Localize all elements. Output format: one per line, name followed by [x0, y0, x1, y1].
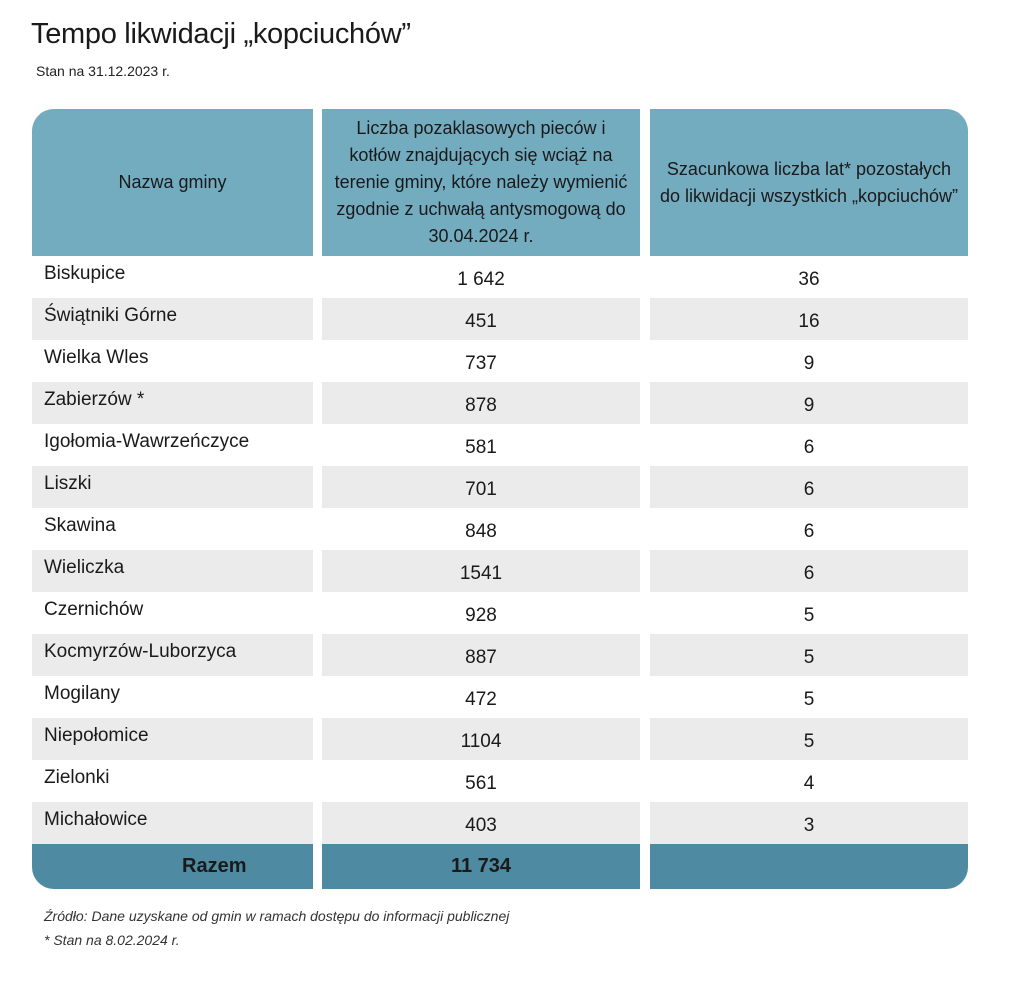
stove-count-cell: 887 [322, 634, 640, 676]
table-row [32, 634, 968, 676]
header-years-left: Szacunkowa liczba lat* pozostałych do likwidacji wszystkich „kopciuchów” [650, 109, 968, 256]
years-left-cell: 9 [650, 382, 968, 424]
table-row [32, 382, 968, 424]
source-note: Źródło: Dane uzyskane od gmin w ramach dostępu do informacji publicznej [44, 908, 510, 924]
table-row [32, 760, 968, 802]
years-left-cell: 5 [650, 718, 968, 760]
years-left-cell: 4 [650, 760, 968, 802]
data-table [32, 109, 968, 889]
stove-count-cell: 1104 [322, 718, 640, 760]
municipality-cell: Niepołomice [32, 718, 313, 760]
total-row [32, 844, 968, 889]
stove-count-cell: 581 [322, 424, 640, 466]
municipality-cell: Wielka Wles [32, 340, 313, 382]
municipality-cell: Igołomia-Wawrzeńczyce [32, 424, 313, 466]
total-value: 11 734 [322, 844, 640, 889]
total-years [650, 844, 968, 889]
municipality-cell: Czernichów [32, 592, 313, 634]
stove-count-cell: 1541 [322, 550, 640, 592]
table-row [32, 424, 968, 466]
years-left-cell: 6 [650, 550, 968, 592]
municipality-cell: Świątniki Górne [32, 298, 313, 340]
years-left-cell: 6 [650, 424, 968, 466]
total-label: Razem [32, 844, 313, 889]
table-row [32, 592, 968, 634]
stove-count-cell: 701 [322, 466, 640, 508]
stove-count-cell: 1 642 [322, 256, 640, 298]
table-row [32, 550, 968, 592]
table-row [32, 718, 968, 760]
stove-count-cell: 451 [322, 298, 640, 340]
municipality-cell: Mogilany [32, 676, 313, 718]
stove-count-cell: 878 [322, 382, 640, 424]
page-title: Tempo likwidacji „kopciuchów” [31, 18, 411, 50]
municipality-cell: Biskupice [32, 256, 313, 298]
date-footnote: * Stan na 8.02.2024 r. [44, 932, 180, 948]
table-row [32, 256, 968, 298]
stove-count-cell: 561 [322, 760, 640, 802]
municipality-cell: Zielonki [32, 760, 313, 802]
table-row [32, 676, 968, 718]
stove-count-cell: 737 [322, 340, 640, 382]
municipality-cell: Michałowice [32, 802, 313, 844]
municipality-cell: Skawina [32, 508, 313, 550]
table-row [32, 340, 968, 382]
municipality-cell: Liszki [32, 466, 313, 508]
stove-count-cell: 403 [322, 802, 640, 844]
municipality-cell: Zabierzów * [32, 382, 313, 424]
years-left-cell: 5 [650, 676, 968, 718]
municipality-cell: Kocmyrzów-Luborzyca [32, 634, 313, 676]
header-municipality: Nazwa gminy [32, 109, 313, 256]
table-row [32, 466, 968, 508]
years-left-cell: 5 [650, 592, 968, 634]
years-left-cell: 16 [650, 298, 968, 340]
years-left-cell: 5 [650, 634, 968, 676]
stove-count-cell: 848 [322, 508, 640, 550]
years-left-cell: 36 [650, 256, 968, 298]
table-row [32, 802, 968, 844]
years-left-cell: 3 [650, 802, 968, 844]
years-left-cell: 6 [650, 466, 968, 508]
header-stove-count: Liczba pozaklasowych pieców i kotłów znajdujących się wciąż na terenie gminy, które należy wymienić zgodnie z uchwałą antysmogową do 30.04.2024 r. [322, 109, 640, 256]
stove-count-cell: 472 [322, 676, 640, 718]
years-left-cell: 9 [650, 340, 968, 382]
table-row [32, 298, 968, 340]
stove-count-cell: 928 [322, 592, 640, 634]
municipality-cell: Wieliczka [32, 550, 313, 592]
page-subtitle: Stan na 31.12.2023 r. [36, 63, 170, 79]
years-left-cell: 6 [650, 508, 968, 550]
table-row [32, 508, 968, 550]
